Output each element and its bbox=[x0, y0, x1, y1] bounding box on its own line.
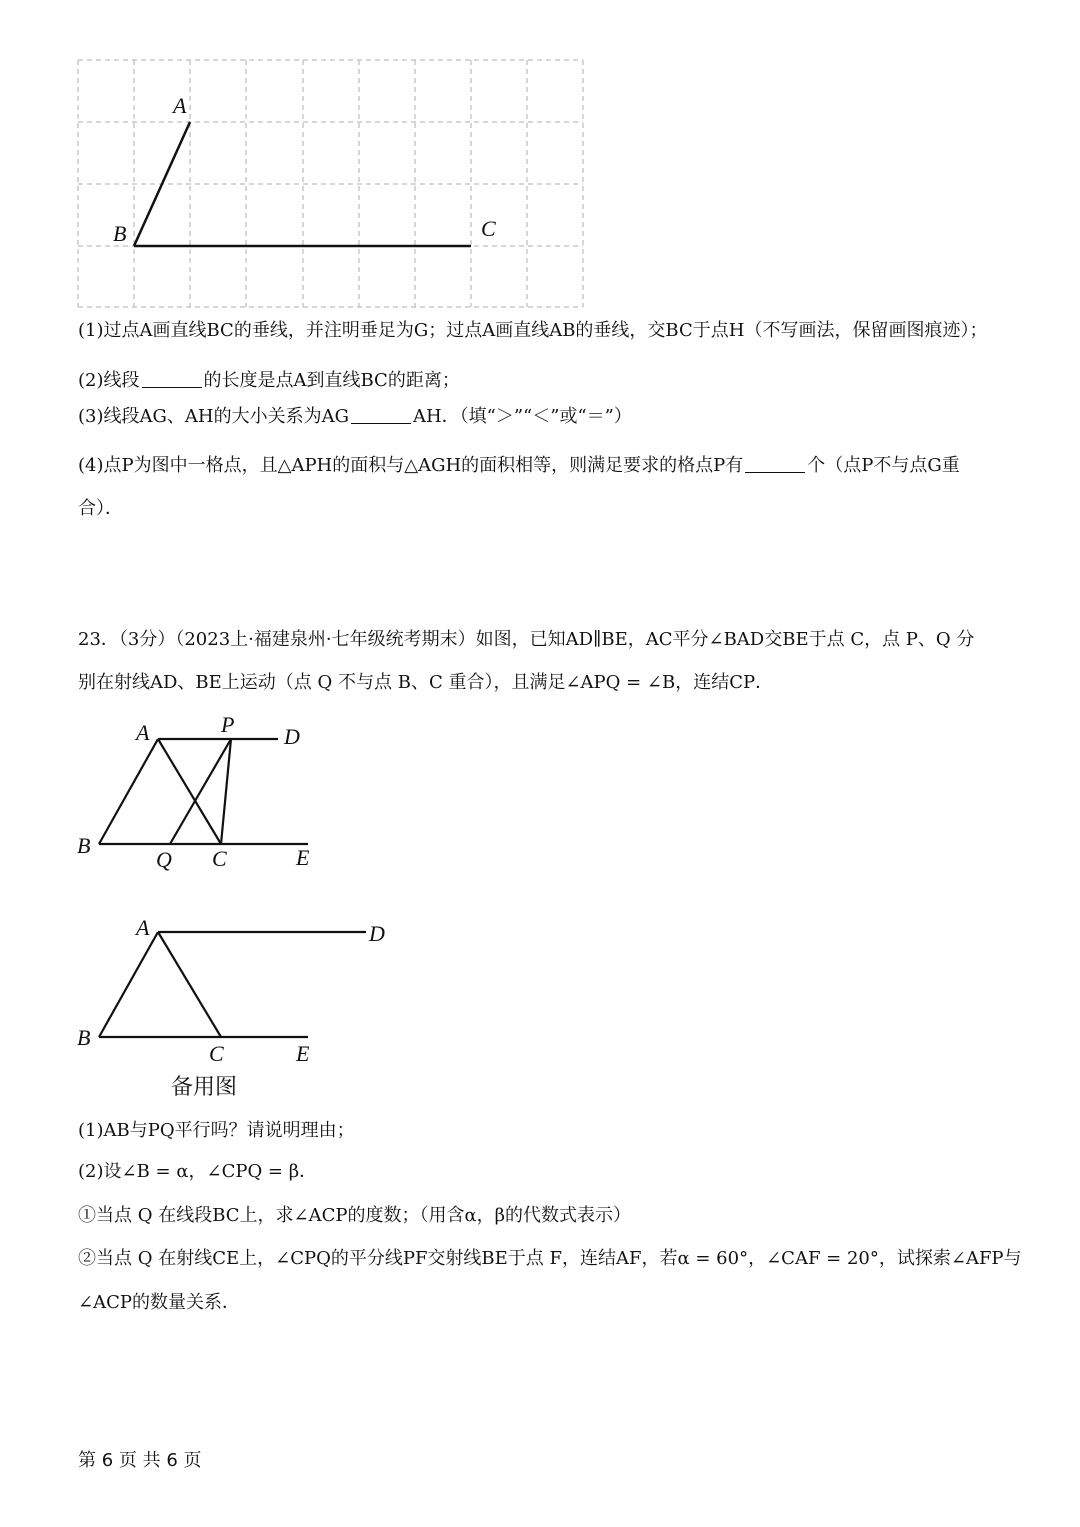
q23-sub1: (1)AB与PQ平行吗？请说明理由； bbox=[78, 1120, 355, 1141]
fig2-label-q: Q bbox=[156, 847, 172, 872]
segment-ac bbox=[158, 739, 221, 844]
point-label-b: B bbox=[113, 221, 127, 246]
q22-part3-b: AH．（填“＞”“＜”或“＝”） bbox=[412, 406, 632, 427]
point-label-c: C bbox=[481, 216, 496, 241]
page-footer: 第 6 页 共 6 页 bbox=[78, 1450, 202, 1471]
point-label-a: A bbox=[173, 93, 187, 118]
q22-part2-b: 的长度是点A到直线BC的距离； bbox=[203, 370, 460, 391]
q22-part2-a: (2)线段 bbox=[78, 370, 140, 391]
figure-caption: 备用图 bbox=[171, 1075, 238, 1100]
q23-sub2-1: ①当点 Q 在线段BC上，求∠ACP的度数；（用含α，β的代数式表示） bbox=[78, 1205, 632, 1226]
q22-part3-a: (3)线段AG、AH的大小关系为AG bbox=[78, 406, 349, 427]
fig2-label-e: E bbox=[296, 845, 310, 870]
fig2-label-b: B bbox=[77, 833, 91, 858]
q23-stem-line2: 别在射线AD、BE上运动（点 Q 不与点 B、C 重合），且满足∠APQ = ∠B，连结CP． bbox=[78, 672, 774, 693]
q23-sub2-2: ②当点 Q 在射线CE上，∠CPQ的平分线PF交射线BE于点 F，连结AF，若α = 60°，∠CAF = 20°，试探索∠AFP与 bbox=[78, 1248, 1022, 1269]
q22-part1: (1)过点A画直线BC的垂线，并注明垂足为G；过点A画直线AB的垂线，交BC于点H（不写画法，保留画图痕迹）； bbox=[78, 320, 988, 341]
fig3-label-c: C bbox=[209, 1041, 224, 1066]
q23-sub2: (2)设∠B = α，∠CPQ = β． bbox=[78, 1161, 318, 1182]
fig3-label-d: D bbox=[369, 921, 385, 946]
fig2-label-d: D bbox=[284, 724, 300, 749]
fig3-label-a: A bbox=[136, 915, 150, 940]
q22-part4-b: 个（点P不与点G重 bbox=[807, 455, 960, 476]
segment-ac-backup bbox=[158, 932, 221, 1037]
q23-sub2-3: ∠ACP的数量关系． bbox=[78, 1292, 240, 1313]
fig2-label-c: C bbox=[212, 846, 227, 871]
fig3-label-b: B bbox=[77, 1025, 91, 1050]
q23-stem-line1: 23．（3分）（2023上·福建泉州·七年级统考期末）如图，已知AD∥BE，AC平分∠BAD交BE于点 C，点 P、Q 分 bbox=[78, 629, 975, 650]
q22-part4-a: (4)点P为图中一格点，且△APH的面积与△AGH的面积相等，则满足要求的格点P有 bbox=[78, 455, 744, 476]
fig3-label-e: E bbox=[296, 1041, 310, 1066]
segment-ab bbox=[99, 739, 158, 844]
fig2-label-a: A bbox=[136, 720, 150, 745]
segment-ab-backup bbox=[99, 932, 158, 1037]
q22-part4-cont: 合）． bbox=[78, 498, 123, 519]
fig2-label-p: P bbox=[221, 712, 235, 737]
